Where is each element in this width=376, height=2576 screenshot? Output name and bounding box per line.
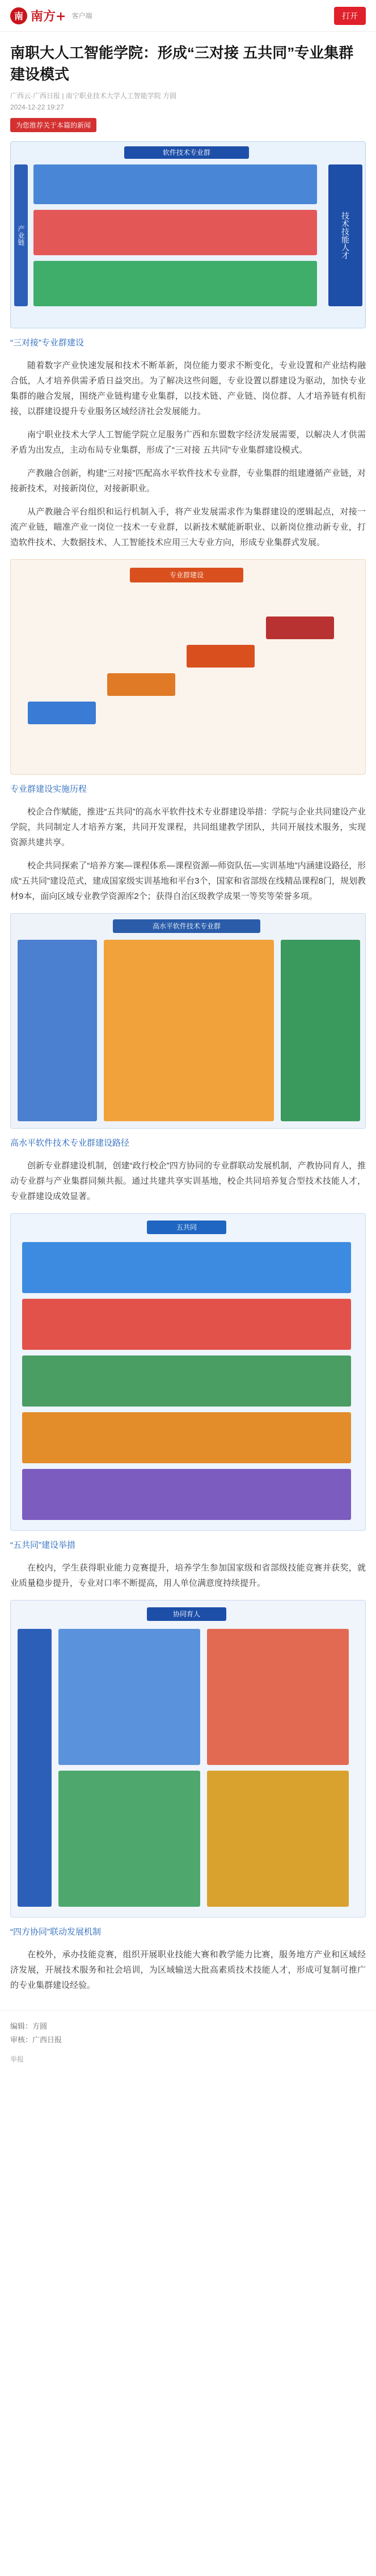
paragraph-2: 南宁职业技术大学人工智能学院立足服务广西和东盟数字经济发展需要，以解决人才供需矛盾为出发点，主动布局专业集群，形成了“三对接 五共同”专业集群建设模式。: [10, 430, 366, 455]
fig5-left-column: [18, 1629, 52, 1907]
paragraph-3: 产教融合创新，构建“三对接”匹配高水平软件技术专业群，专业集群的组建遵循产业链，对接新技术，对接新岗位，对接新职业。: [10, 468, 366, 493]
paragraph-5: 校企合作赋能，推进“五共同”的高水平软件技术专业群建设举措：学院与企业共同建设产业学院，共同制定人才培养方案，共同开发课程，共同组建教学团队，共同开展技术服务，实现资源共建共享。: [10, 807, 366, 847]
top-bar: [0, 0, 376, 32]
caption-1: “三对接”专业群建设: [10, 338, 84, 348]
reviewer-line: 审核：广西日报: [10, 2036, 62, 2044]
fig1-block-1: [33, 164, 317, 204]
article-body: [0, 42, 376, 1993]
fig4-row-4: [22, 1412, 351, 1463]
report-link[interactable]: 举报: [10, 2055, 24, 2063]
fig1-right-column: 技术技能人才: [328, 164, 362, 306]
app-logo[interactable]: [10, 7, 92, 24]
paragraph-9: 在校外，承办技能竞赛，组织开展职业技能大赛和教学能力比赛，服务地方产业和区域经济发展，开展技术服务和社会培训，为区域输送大批高素质技术技能人才，形成可复制可推广的专业集群建设经验。: [10, 1950, 366, 1990]
fig3-left-panel: [18, 940, 97, 1121]
figure-four-party: [10, 1600, 366, 1918]
fig5-grid-d: [207, 1771, 349, 1907]
fig4-row-5: [22, 1469, 351, 1520]
open-app-button[interactable]: 打开: [334, 7, 366, 25]
fig4-center-title: 五共同: [147, 1221, 226, 1234]
fig5-grid-a: [58, 1629, 200, 1765]
article-source: 广西云·广西日报 | 南宁职业技术大学人工智能学院 方圆: [10, 92, 177, 100]
fig1-block-3: [33, 261, 317, 306]
article-title: 南职大人工智能学院：形成“三对接 五共同”专业集群建设模式: [10, 44, 354, 83]
fig2-step-3: [187, 645, 255, 668]
figure-three-docking: [10, 141, 366, 328]
fig2-step-2: [107, 673, 175, 696]
fig5-grid-c: [58, 1771, 200, 1907]
fig3-center-title: 高水平软件技术专业群: [113, 919, 260, 933]
editor-line: 编辑：方圆: [10, 2022, 48, 2030]
paragraph-6: 校企共同探索了“培养方案—课程体系—课程资源—师资队伍—实训基地”内涵建设路径，形成“五共同”建设范式，建成国家级实训基地和平台3个，国家和省部级在线精品课程8门，规划教材9本，面向区域专业教学资源库2个；获得自治区级教学成果一等奖等荣誉多项。: [10, 861, 366, 901]
fig3-right-panel: [281, 940, 360, 1121]
fig4-row-3: [22, 1355, 351, 1407]
article-footer: [0, 2010, 376, 2083]
caption-3: 高水平软件技术专业群建设路径: [10, 1138, 130, 1148]
fig1-block-2: [33, 210, 317, 255]
fig4-row-2: [22, 1299, 351, 1350]
paragraph-7: 创新专业群建设机制，创建“政行校企”四方协同的专业群联动发展机制，产教协同育人，推动专业群与产业集群同频共振。通过共建共享实训基地，校企共同培养复合型技术技能人才，专业群建设成效显著。: [10, 1161, 366, 1201]
fig2-center-title: 专业群建设: [130, 568, 243, 582]
caption-2: 专业群建设实施历程: [10, 784, 87, 794]
logo-mark: 南: [10, 7, 27, 24]
fig1-center-title: 软件技术专业群: [124, 146, 249, 159]
caption-5: “四方协同”联动发展机制: [10, 1927, 101, 1937]
figure-construction-path: [10, 913, 366, 1129]
fig3-mid-panel: [104, 940, 274, 1121]
paragraph-1: 随着数字产业快速发展和技术不断革新，岗位能力要求不断变化，专业设置和产业结构融合低，人才培养供需矛盾日益突出。为了解决这些问题，专业设置以群建设为驱动，加快专业集群的融合发展，围绕产业链构建专业集群，以技术链、产业链、岗位群、人才培养链有机衔接，以群建设提升专业服务区域经济社会发展能力。: [10, 361, 366, 416]
figure-five-common: [10, 1213, 366, 1531]
paragraph-4: 从产教融合平台组织和运行机制入手，将产业发展需求作为集群建设的逻辑起点，对接一流产业链，瞄准产业一岗位一技术一专业群，以新技术赋能新职业、以新岗位推动新专业，打造软件技术、大数据技术、人工智能技术应用三大专业方向，形成专业集群式发展。: [10, 507, 366, 547]
fig2-step-1: [28, 702, 96, 724]
logo-text: 南方+: [31, 9, 66, 24]
fig2-step-4: [266, 616, 334, 639]
article-date: 2024-12-22 19:27: [10, 103, 64, 111]
paragraph-8: 在校内，学生获得职业能力竞赛提升，培养学生参加国家级和省部级技能竞赛并获奖，就业质量稳步提升，专业对口率不断提高，用人单位满意度持续提升。: [10, 1563, 366, 1588]
fig5-grid-b: [207, 1629, 349, 1765]
fig4-row-1: [22, 1242, 351, 1293]
caption-4: “五共同”建设举措: [10, 1540, 75, 1550]
fig5-center-title: 协同育人: [147, 1607, 226, 1621]
logo-subtitle: 客户端: [71, 12, 92, 20]
fig1-left-column: 产业链: [14, 164, 28, 306]
figure-timeline: [10, 559, 366, 775]
recommend-banner[interactable]: 为您推荐关于本篇的新闻: [10, 118, 96, 132]
